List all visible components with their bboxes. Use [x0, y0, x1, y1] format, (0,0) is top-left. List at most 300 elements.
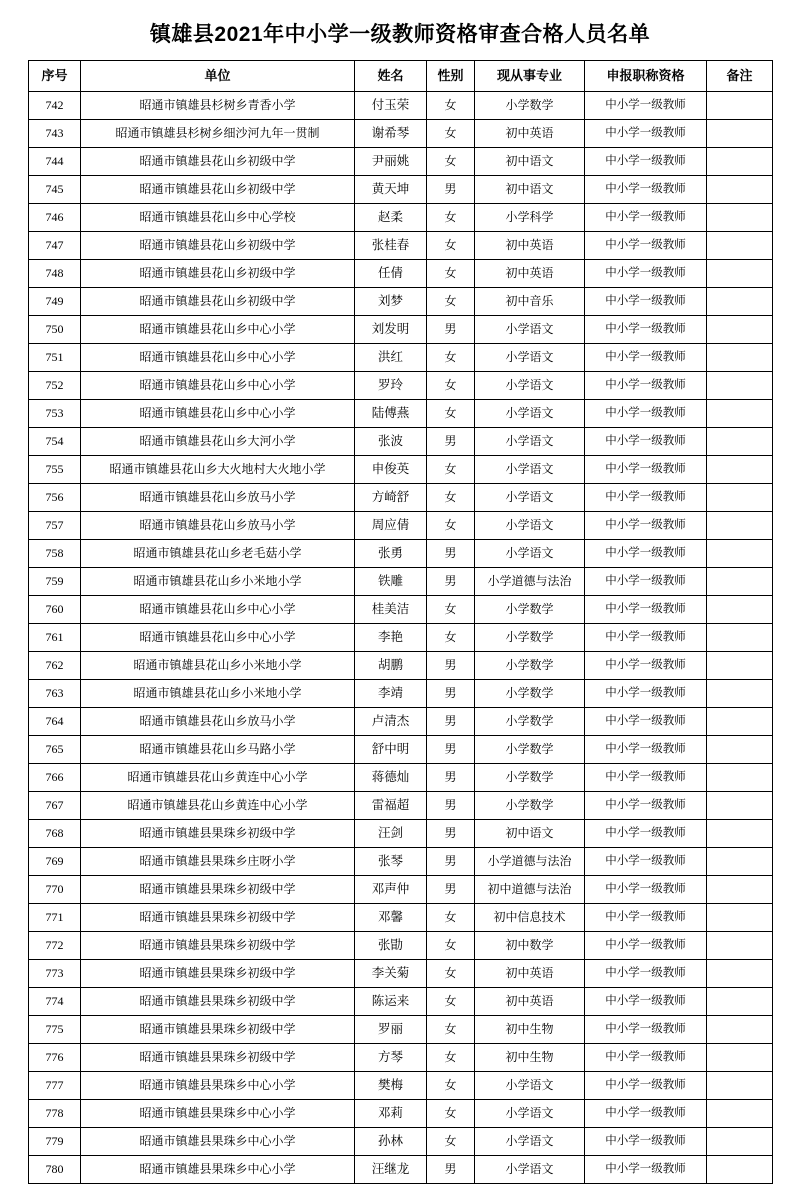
cell-remark — [707, 400, 773, 428]
cell-name: 张勇 — [355, 540, 427, 568]
table-row — [29, 736, 773, 764]
cell-gender: 男 — [427, 708, 475, 736]
cell-remark — [707, 92, 773, 120]
cell-remark — [707, 708, 773, 736]
qualified-personnel-table — [28, 60, 773, 1184]
cell-remark — [707, 1156, 773, 1184]
cell-gender: 女 — [427, 148, 475, 176]
cell-index: 759 — [29, 568, 81, 596]
cell-gender: 女 — [427, 904, 475, 932]
cell-name: 胡鹏 — [355, 652, 427, 680]
cell-remark — [707, 988, 773, 1016]
cell-index: 756 — [29, 484, 81, 512]
cell-major: 小学语文 — [475, 1156, 585, 1184]
cell-gender: 男 — [427, 792, 475, 820]
cell-major: 小学语文 — [475, 1128, 585, 1156]
cell-name: 蒋德灿 — [355, 764, 427, 792]
cell-index: 769 — [29, 848, 81, 876]
cell-unit: 昭通市镇雄县花山乡黄连中心小学 — [81, 764, 355, 792]
cell-apply-title: 中小学一级教师 — [585, 1072, 707, 1100]
cell-name: 方崎舒 — [355, 484, 427, 512]
cell-name: 铁雕 — [355, 568, 427, 596]
cell-remark — [707, 232, 773, 260]
cell-major: 初中英语 — [475, 120, 585, 148]
cell-name: 汪剑 — [355, 820, 427, 848]
cell-name: 刘梦 — [355, 288, 427, 316]
cell-apply-title: 中小学一级教师 — [585, 652, 707, 680]
cell-remark — [707, 1072, 773, 1100]
cell-remark — [707, 456, 773, 484]
cell-apply-title: 中小学一级教师 — [585, 1016, 707, 1044]
cell-index: 775 — [29, 1016, 81, 1044]
table-row — [29, 484, 773, 512]
cell-apply-title: 中小学一级教师 — [585, 820, 707, 848]
cell-unit: 昭通市镇雄县果珠乡中心小学 — [81, 1100, 355, 1128]
cell-remark — [707, 1100, 773, 1128]
cell-apply-title: 中小学一级教师 — [585, 204, 707, 232]
cell-major: 小学语文 — [475, 456, 585, 484]
cell-name: 舒中明 — [355, 736, 427, 764]
cell-unit: 昭通市镇雄县果珠乡初级中学 — [81, 1016, 355, 1044]
cell-unit: 昭通市镇雄县花山乡初级中学 — [81, 232, 355, 260]
cell-remark — [707, 960, 773, 988]
cell-gender: 男 — [427, 848, 475, 876]
table-row — [29, 960, 773, 988]
cell-apply-title: 中小学一级教师 — [585, 876, 707, 904]
cell-remark — [707, 568, 773, 596]
cell-index: 747 — [29, 232, 81, 260]
cell-major: 小学语文 — [475, 428, 585, 456]
cell-apply-title: 中小学一级教师 — [585, 372, 707, 400]
cell-index: 751 — [29, 344, 81, 372]
cell-unit: 昭通市镇雄县果珠乡初级中学 — [81, 876, 355, 904]
cell-major: 初中信息技术 — [475, 904, 585, 932]
cell-apply-title: 中小学一级教师 — [585, 680, 707, 708]
cell-name: 谢希琴 — [355, 120, 427, 148]
table-row — [29, 400, 773, 428]
cell-index: 752 — [29, 372, 81, 400]
cell-major: 小学语文 — [475, 540, 585, 568]
table-body — [29, 92, 773, 1184]
cell-remark — [707, 1044, 773, 1072]
cell-name: 罗玲 — [355, 372, 427, 400]
cell-unit: 昭通市镇雄县花山乡中心学校 — [81, 204, 355, 232]
cell-apply-title: 中小学一级教师 — [585, 792, 707, 820]
cell-unit: 昭通市镇雄县花山乡中心小学 — [81, 596, 355, 624]
cell-remark — [707, 736, 773, 764]
cell-apply-title: 中小学一级教师 — [585, 904, 707, 932]
cell-major: 小学道德与法治 — [475, 568, 585, 596]
cell-gender: 女 — [427, 512, 475, 540]
cell-remark — [707, 1016, 773, 1044]
cell-major: 初中英语 — [475, 232, 585, 260]
cell-major: 小学语文 — [475, 1100, 585, 1128]
column-header-remark: 备注 — [707, 61, 773, 92]
cell-index: 743 — [29, 120, 81, 148]
cell-apply-title: 中小学一级教师 — [585, 988, 707, 1016]
cell-unit: 昭通市镇雄县花山乡初级中学 — [81, 148, 355, 176]
table-row — [29, 1016, 773, 1044]
cell-index: 780 — [29, 1156, 81, 1184]
table-row — [29, 428, 773, 456]
cell-index: 758 — [29, 540, 81, 568]
cell-name: 黄天坤 — [355, 176, 427, 204]
cell-gender: 男 — [427, 540, 475, 568]
cell-remark — [707, 792, 773, 820]
cell-major: 小学数学 — [475, 680, 585, 708]
cell-apply-title: 中小学一级教师 — [585, 708, 707, 736]
table-row — [29, 680, 773, 708]
cell-name: 邓馨 — [355, 904, 427, 932]
cell-gender: 女 — [427, 204, 475, 232]
cell-name: 邓声仲 — [355, 876, 427, 904]
cell-gender: 男 — [427, 316, 475, 344]
table-row — [29, 568, 773, 596]
cell-apply-title: 中小学一级教师 — [585, 232, 707, 260]
cell-unit: 昭通市镇雄县花山乡中心小学 — [81, 400, 355, 428]
cell-name: 樊梅 — [355, 1072, 427, 1100]
cell-remark — [707, 932, 773, 960]
cell-index: 748 — [29, 260, 81, 288]
cell-remark — [707, 176, 773, 204]
table-row — [29, 344, 773, 372]
cell-name: 周应倩 — [355, 512, 427, 540]
cell-gender: 男 — [427, 652, 475, 680]
cell-index: 762 — [29, 652, 81, 680]
cell-name: 张波 — [355, 428, 427, 456]
cell-name: 付玉荣 — [355, 92, 427, 120]
cell-gender: 男 — [427, 876, 475, 904]
table-row — [29, 848, 773, 876]
cell-gender: 女 — [427, 372, 475, 400]
table-row — [29, 820, 773, 848]
cell-name: 尹丽姚 — [355, 148, 427, 176]
cell-index: 772 — [29, 932, 81, 960]
table-row — [29, 148, 773, 176]
cell-name: 申俊英 — [355, 456, 427, 484]
table-row — [29, 204, 773, 232]
cell-index: 744 — [29, 148, 81, 176]
cell-index: 760 — [29, 596, 81, 624]
cell-index: 766 — [29, 764, 81, 792]
cell-index: 779 — [29, 1128, 81, 1156]
cell-major: 初中语文 — [475, 148, 585, 176]
cell-gender: 女 — [427, 988, 475, 1016]
cell-major: 初中英语 — [475, 260, 585, 288]
cell-apply-title: 中小学一级教师 — [585, 1100, 707, 1128]
cell-gender: 女 — [427, 232, 475, 260]
table-row — [29, 652, 773, 680]
cell-remark — [707, 316, 773, 344]
cell-unit: 昭通市镇雄县果珠乡中心小学 — [81, 1072, 355, 1100]
cell-apply-title: 中小学一级教师 — [585, 624, 707, 652]
cell-gender: 女 — [427, 1044, 475, 1072]
cell-unit: 昭通市镇雄县果珠乡中心小学 — [81, 1156, 355, 1184]
cell-name: 方琴 — [355, 1044, 427, 1072]
cell-major: 小学数学 — [475, 792, 585, 820]
cell-name: 卢清杰 — [355, 708, 427, 736]
cell-name: 李靖 — [355, 680, 427, 708]
cell-major: 初中英语 — [475, 988, 585, 1016]
column-header-unit: 单位 — [81, 61, 355, 92]
cell-gender: 女 — [427, 624, 475, 652]
cell-index: 777 — [29, 1072, 81, 1100]
cell-gender: 女 — [427, 1100, 475, 1128]
cell-apply-title: 中小学一级教师 — [585, 260, 707, 288]
cell-gender: 女 — [427, 1072, 475, 1100]
cell-unit: 昭通市镇雄县果珠乡初级中学 — [81, 988, 355, 1016]
table-row — [29, 1044, 773, 1072]
cell-apply-title: 中小学一级教师 — [585, 848, 707, 876]
table-row — [29, 1156, 773, 1184]
cell-remark — [707, 764, 773, 792]
cell-remark — [707, 120, 773, 148]
cell-name: 任倩 — [355, 260, 427, 288]
cell-major: 初中语文 — [475, 820, 585, 848]
cell-index: 753 — [29, 400, 81, 428]
cell-remark — [707, 484, 773, 512]
cell-major: 小学语文 — [475, 1072, 585, 1100]
table-row — [29, 176, 773, 204]
cell-gender: 男 — [427, 428, 475, 456]
cell-unit: 昭通市镇雄县果珠乡初级中学 — [81, 932, 355, 960]
cell-unit: 昭通市镇雄县花山乡黄连中心小学 — [81, 792, 355, 820]
cell-name: 洪红 — [355, 344, 427, 372]
table-row — [29, 876, 773, 904]
cell-remark — [707, 848, 773, 876]
table-row — [29, 456, 773, 484]
cell-major: 初中语文 — [475, 176, 585, 204]
cell-unit: 昭通市镇雄县果珠乡初级中学 — [81, 1044, 355, 1072]
cell-unit: 昭通市镇雄县花山乡放马小学 — [81, 708, 355, 736]
cell-remark — [707, 652, 773, 680]
table-row — [29, 92, 773, 120]
cell-major: 小学数学 — [475, 596, 585, 624]
table-row — [29, 792, 773, 820]
cell-gender: 女 — [427, 92, 475, 120]
cell-gender: 女 — [427, 960, 475, 988]
cell-major: 小学语文 — [475, 484, 585, 512]
cell-major: 初中道德与法治 — [475, 876, 585, 904]
cell-remark — [707, 428, 773, 456]
cell-unit: 昭通市镇雄县花山乡马路小学 — [81, 736, 355, 764]
cell-name: 赵柔 — [355, 204, 427, 232]
cell-index: 742 — [29, 92, 81, 120]
cell-remark — [707, 680, 773, 708]
cell-apply-title: 中小学一级教师 — [585, 456, 707, 484]
cell-major: 初中生物 — [475, 1044, 585, 1072]
column-header-name: 姓名 — [355, 61, 427, 92]
cell-unit: 昭通市镇雄县果珠乡初级中学 — [81, 820, 355, 848]
table-row — [29, 512, 773, 540]
cell-major: 小学数学 — [475, 736, 585, 764]
cell-unit: 昭通市镇雄县花山乡初级中学 — [81, 288, 355, 316]
table-row — [29, 764, 773, 792]
cell-gender: 男 — [427, 820, 475, 848]
cell-name: 罗丽 — [355, 1016, 427, 1044]
cell-unit: 昭通市镇雄县花山乡初级中学 — [81, 176, 355, 204]
table-row — [29, 988, 773, 1016]
cell-unit: 昭通市镇雄县花山乡中心小学 — [81, 372, 355, 400]
cell-remark — [707, 288, 773, 316]
cell-major: 小学语文 — [475, 400, 585, 428]
cell-unit: 昭通市镇雄县杉树乡细沙河九年一贯制 — [81, 120, 355, 148]
cell-index: 776 — [29, 1044, 81, 1072]
cell-apply-title: 中小学一级教师 — [585, 316, 707, 344]
cell-major: 初中音乐 — [475, 288, 585, 316]
table-row — [29, 596, 773, 624]
cell-unit: 昭通市镇雄县花山乡初级中学 — [81, 260, 355, 288]
cell-index: 755 — [29, 456, 81, 484]
table-row — [29, 260, 773, 288]
table-row — [29, 932, 773, 960]
cell-gender: 女 — [427, 1016, 475, 1044]
cell-index: 774 — [29, 988, 81, 1016]
cell-gender: 女 — [427, 288, 475, 316]
cell-apply-title: 中小学一级教师 — [585, 540, 707, 568]
cell-index: 763 — [29, 680, 81, 708]
cell-index: 770 — [29, 876, 81, 904]
cell-apply-title: 中小学一级教师 — [585, 400, 707, 428]
table-row — [29, 708, 773, 736]
cell-index: 764 — [29, 708, 81, 736]
cell-apply-title: 中小学一级教师 — [585, 596, 707, 624]
cell-gender: 男 — [427, 764, 475, 792]
cell-name: 陈运来 — [355, 988, 427, 1016]
cell-gender: 女 — [427, 260, 475, 288]
cell-major: 小学科学 — [475, 204, 585, 232]
column-header-apply: 申报职称资格 — [585, 61, 707, 92]
cell-name: 张琴 — [355, 848, 427, 876]
cell-gender: 女 — [427, 344, 475, 372]
cell-major: 小学数学 — [475, 652, 585, 680]
column-header-gender: 性别 — [427, 61, 475, 92]
table-row — [29, 120, 773, 148]
cell-apply-title: 中小学一级教师 — [585, 568, 707, 596]
cell-unit: 昭通市镇雄县花山乡小米地小学 — [81, 652, 355, 680]
table-row — [29, 624, 773, 652]
table-row — [29, 232, 773, 260]
cell-apply-title: 中小学一级教师 — [585, 176, 707, 204]
table-row — [29, 288, 773, 316]
cell-major: 小学语文 — [475, 316, 585, 344]
cell-remark — [707, 204, 773, 232]
cell-apply-title: 中小学一级教师 — [585, 512, 707, 540]
cell-unit: 昭通市镇雄县果珠乡中心小学 — [81, 1128, 355, 1156]
cell-major: 小学数学 — [475, 624, 585, 652]
cell-remark — [707, 596, 773, 624]
cell-remark — [707, 904, 773, 932]
cell-gender: 女 — [427, 456, 475, 484]
page-title: 镇雄县2021年中小学一级教师资格审查合格人员名单 — [149, 23, 651, 46]
cell-unit: 昭通市镇雄县果珠乡初级中学 — [81, 960, 355, 988]
cell-gender: 女 — [427, 596, 475, 624]
cell-apply-title: 中小学一级教师 — [585, 960, 707, 988]
column-header-index: 序号 — [29, 61, 81, 92]
cell-apply-title: 中小学一级教师 — [585, 932, 707, 960]
cell-unit: 昭通市镇雄县花山乡放马小学 — [81, 484, 355, 512]
cell-index: 746 — [29, 204, 81, 232]
cell-unit: 昭通市镇雄县杉树乡青香小学 — [81, 92, 355, 120]
cell-remark — [707, 344, 773, 372]
cell-remark — [707, 540, 773, 568]
cell-name: 孙林 — [355, 1128, 427, 1156]
cell-name: 雷福超 — [355, 792, 427, 820]
cell-index: 768 — [29, 820, 81, 848]
cell-remark — [707, 372, 773, 400]
cell-index: 773 — [29, 960, 81, 988]
cell-name: 李艳 — [355, 624, 427, 652]
cell-unit: 昭通市镇雄县花山乡小米地小学 — [81, 680, 355, 708]
cell-index: 754 — [29, 428, 81, 456]
table-row — [29, 1072, 773, 1100]
cell-name: 刘发明 — [355, 316, 427, 344]
cell-unit: 昭通市镇雄县花山乡大火地村大火地小学 — [81, 456, 355, 484]
cell-name: 张桂春 — [355, 232, 427, 260]
cell-remark — [707, 512, 773, 540]
table-row — [29, 540, 773, 568]
cell-unit: 昭通市镇雄县果珠乡庄呀小学 — [81, 848, 355, 876]
cell-gender: 女 — [427, 120, 475, 148]
cell-index: 757 — [29, 512, 81, 540]
cell-index: 750 — [29, 316, 81, 344]
cell-gender: 男 — [427, 736, 475, 764]
cell-remark — [707, 876, 773, 904]
table-header-row — [29, 61, 773, 92]
cell-name: 张勖 — [355, 932, 427, 960]
table-row — [29, 1100, 773, 1128]
table-row — [29, 316, 773, 344]
cell-remark — [707, 148, 773, 176]
cell-apply-title: 中小学一级教师 — [585, 1156, 707, 1184]
table-header — [29, 61, 773, 92]
cell-gender: 男 — [427, 680, 475, 708]
cell-major: 初中英语 — [475, 960, 585, 988]
cell-unit: 昭通市镇雄县花山乡放马小学 — [81, 512, 355, 540]
cell-unit: 昭通市镇雄县花山乡大河小学 — [81, 428, 355, 456]
cell-major: 小学语文 — [475, 512, 585, 540]
cell-remark — [707, 260, 773, 288]
cell-name: 李关菊 — [355, 960, 427, 988]
cell-apply-title: 中小学一级教师 — [585, 428, 707, 456]
cell-major: 小学数学 — [475, 92, 585, 120]
cell-unit: 昭通市镇雄县花山乡老毛菇小学 — [81, 540, 355, 568]
cell-major: 初中数学 — [475, 932, 585, 960]
cell-apply-title: 中小学一级教师 — [585, 1044, 707, 1072]
cell-index: 765 — [29, 736, 81, 764]
cell-major: 小学语文 — [475, 372, 585, 400]
cell-major: 小学道德与法治 — [475, 848, 585, 876]
cell-gender: 男 — [427, 1156, 475, 1184]
cell-gender: 女 — [427, 400, 475, 428]
cell-gender: 女 — [427, 1128, 475, 1156]
cell-index: 771 — [29, 904, 81, 932]
cell-apply-title: 中小学一级教师 — [585, 288, 707, 316]
cell-name: 汪继龙 — [355, 1156, 427, 1184]
cell-gender: 女 — [427, 484, 475, 512]
cell-remark — [707, 624, 773, 652]
cell-major: 小学数学 — [475, 764, 585, 792]
cell-index: 761 — [29, 624, 81, 652]
cell-unit: 昭通市镇雄县花山乡中心小学 — [81, 624, 355, 652]
cell-apply-title: 中小学一级教师 — [585, 1128, 707, 1156]
cell-name: 陆傅燕 — [355, 400, 427, 428]
cell-index: 745 — [29, 176, 81, 204]
cell-major: 初中生物 — [475, 1016, 585, 1044]
cell-gender: 男 — [427, 568, 475, 596]
cell-index: 749 — [29, 288, 81, 316]
table-row — [29, 372, 773, 400]
